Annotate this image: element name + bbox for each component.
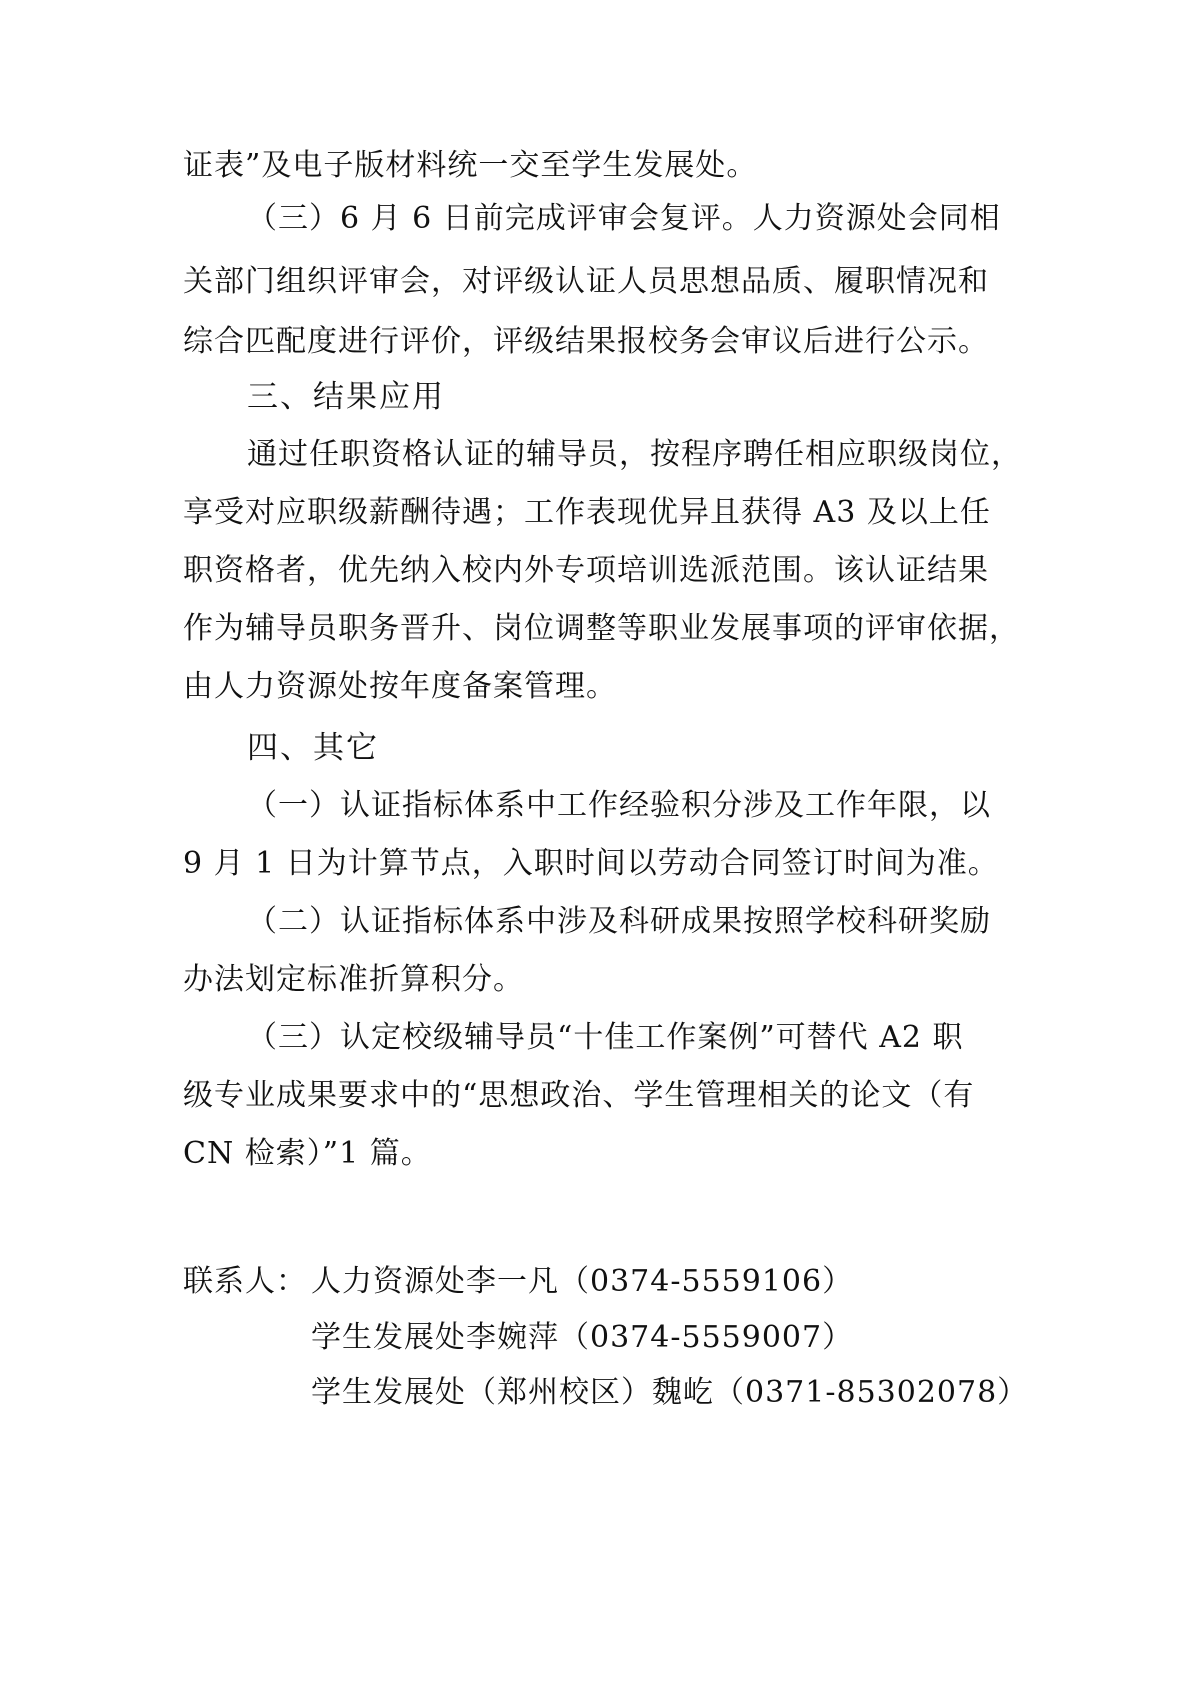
paragraph-line: 享受对应职级薪酬待遇；工作表现优异且获得 A3 及以上任 bbox=[183, 495, 991, 530]
contact-hr: 人力资源处李一凡（0374-5559106） bbox=[311, 1264, 854, 1299]
contact-zhengzhou: 学生发展处（郑州校区）魏屹（0371-85302078） bbox=[311, 1375, 1029, 1410]
paragraph-line: （二）认证指标体系中涉及科研成果按照学校科研奖励 bbox=[247, 904, 991, 939]
paragraph-line: 证表”及电子版材料统一交至学生发展处。 bbox=[183, 148, 758, 183]
paragraph-line: 9 月 1 日为计算节点，入职时间以劳动合同签订时间为准。 bbox=[183, 846, 999, 881]
paragraph-line: 作为辅导员职务晋升、岗位调整等职业发展事项的评审依据， bbox=[183, 611, 1020, 646]
paragraph-line: （三）认定校级辅导员“十佳工作案例”可替代 A2 职 bbox=[247, 1020, 964, 1055]
paragraph-line: （三）6 月 6 日前完成评审会复评。人力资源处会同相 bbox=[247, 201, 1001, 236]
paragraph-line: 由人力资源处按年度备案管理。 bbox=[183, 669, 617, 704]
paragraph-line: 关部门组织评审会，对评级认证人员思想品质、履职情况和 bbox=[183, 264, 989, 299]
paragraph-line: （一）认证指标体系中工作经验积分涉及工作年限，以 bbox=[247, 788, 991, 823]
paragraph-line: CN 检索）”1 篇。 bbox=[183, 1136, 432, 1171]
paragraph-line: 办法划定标准折算积分。 bbox=[183, 962, 524, 997]
section-heading-results: 三、结果应用 bbox=[247, 379, 445, 415]
paragraph-line: 综合匹配度进行评价，评级结果报校务会审议后进行公示。 bbox=[183, 324, 989, 359]
contact-label: 联系人： bbox=[183, 1264, 307, 1299]
paragraph-line: 职资格者，优先纳入校内外专项培训选派范围。该认证结果 bbox=[183, 553, 989, 588]
contact-student-dev: 学生发展处李婉萍（0374-5559007） bbox=[311, 1320, 854, 1355]
paragraph-line: 级专业成果要求中的“思想政治、学生管理相关的论文（有 bbox=[183, 1078, 975, 1113]
paragraph-line: 通过任职资格认证的辅导员，按程序聘任相应职级岗位， bbox=[247, 437, 1022, 472]
section-heading-other: 四、其它 bbox=[247, 730, 379, 766]
